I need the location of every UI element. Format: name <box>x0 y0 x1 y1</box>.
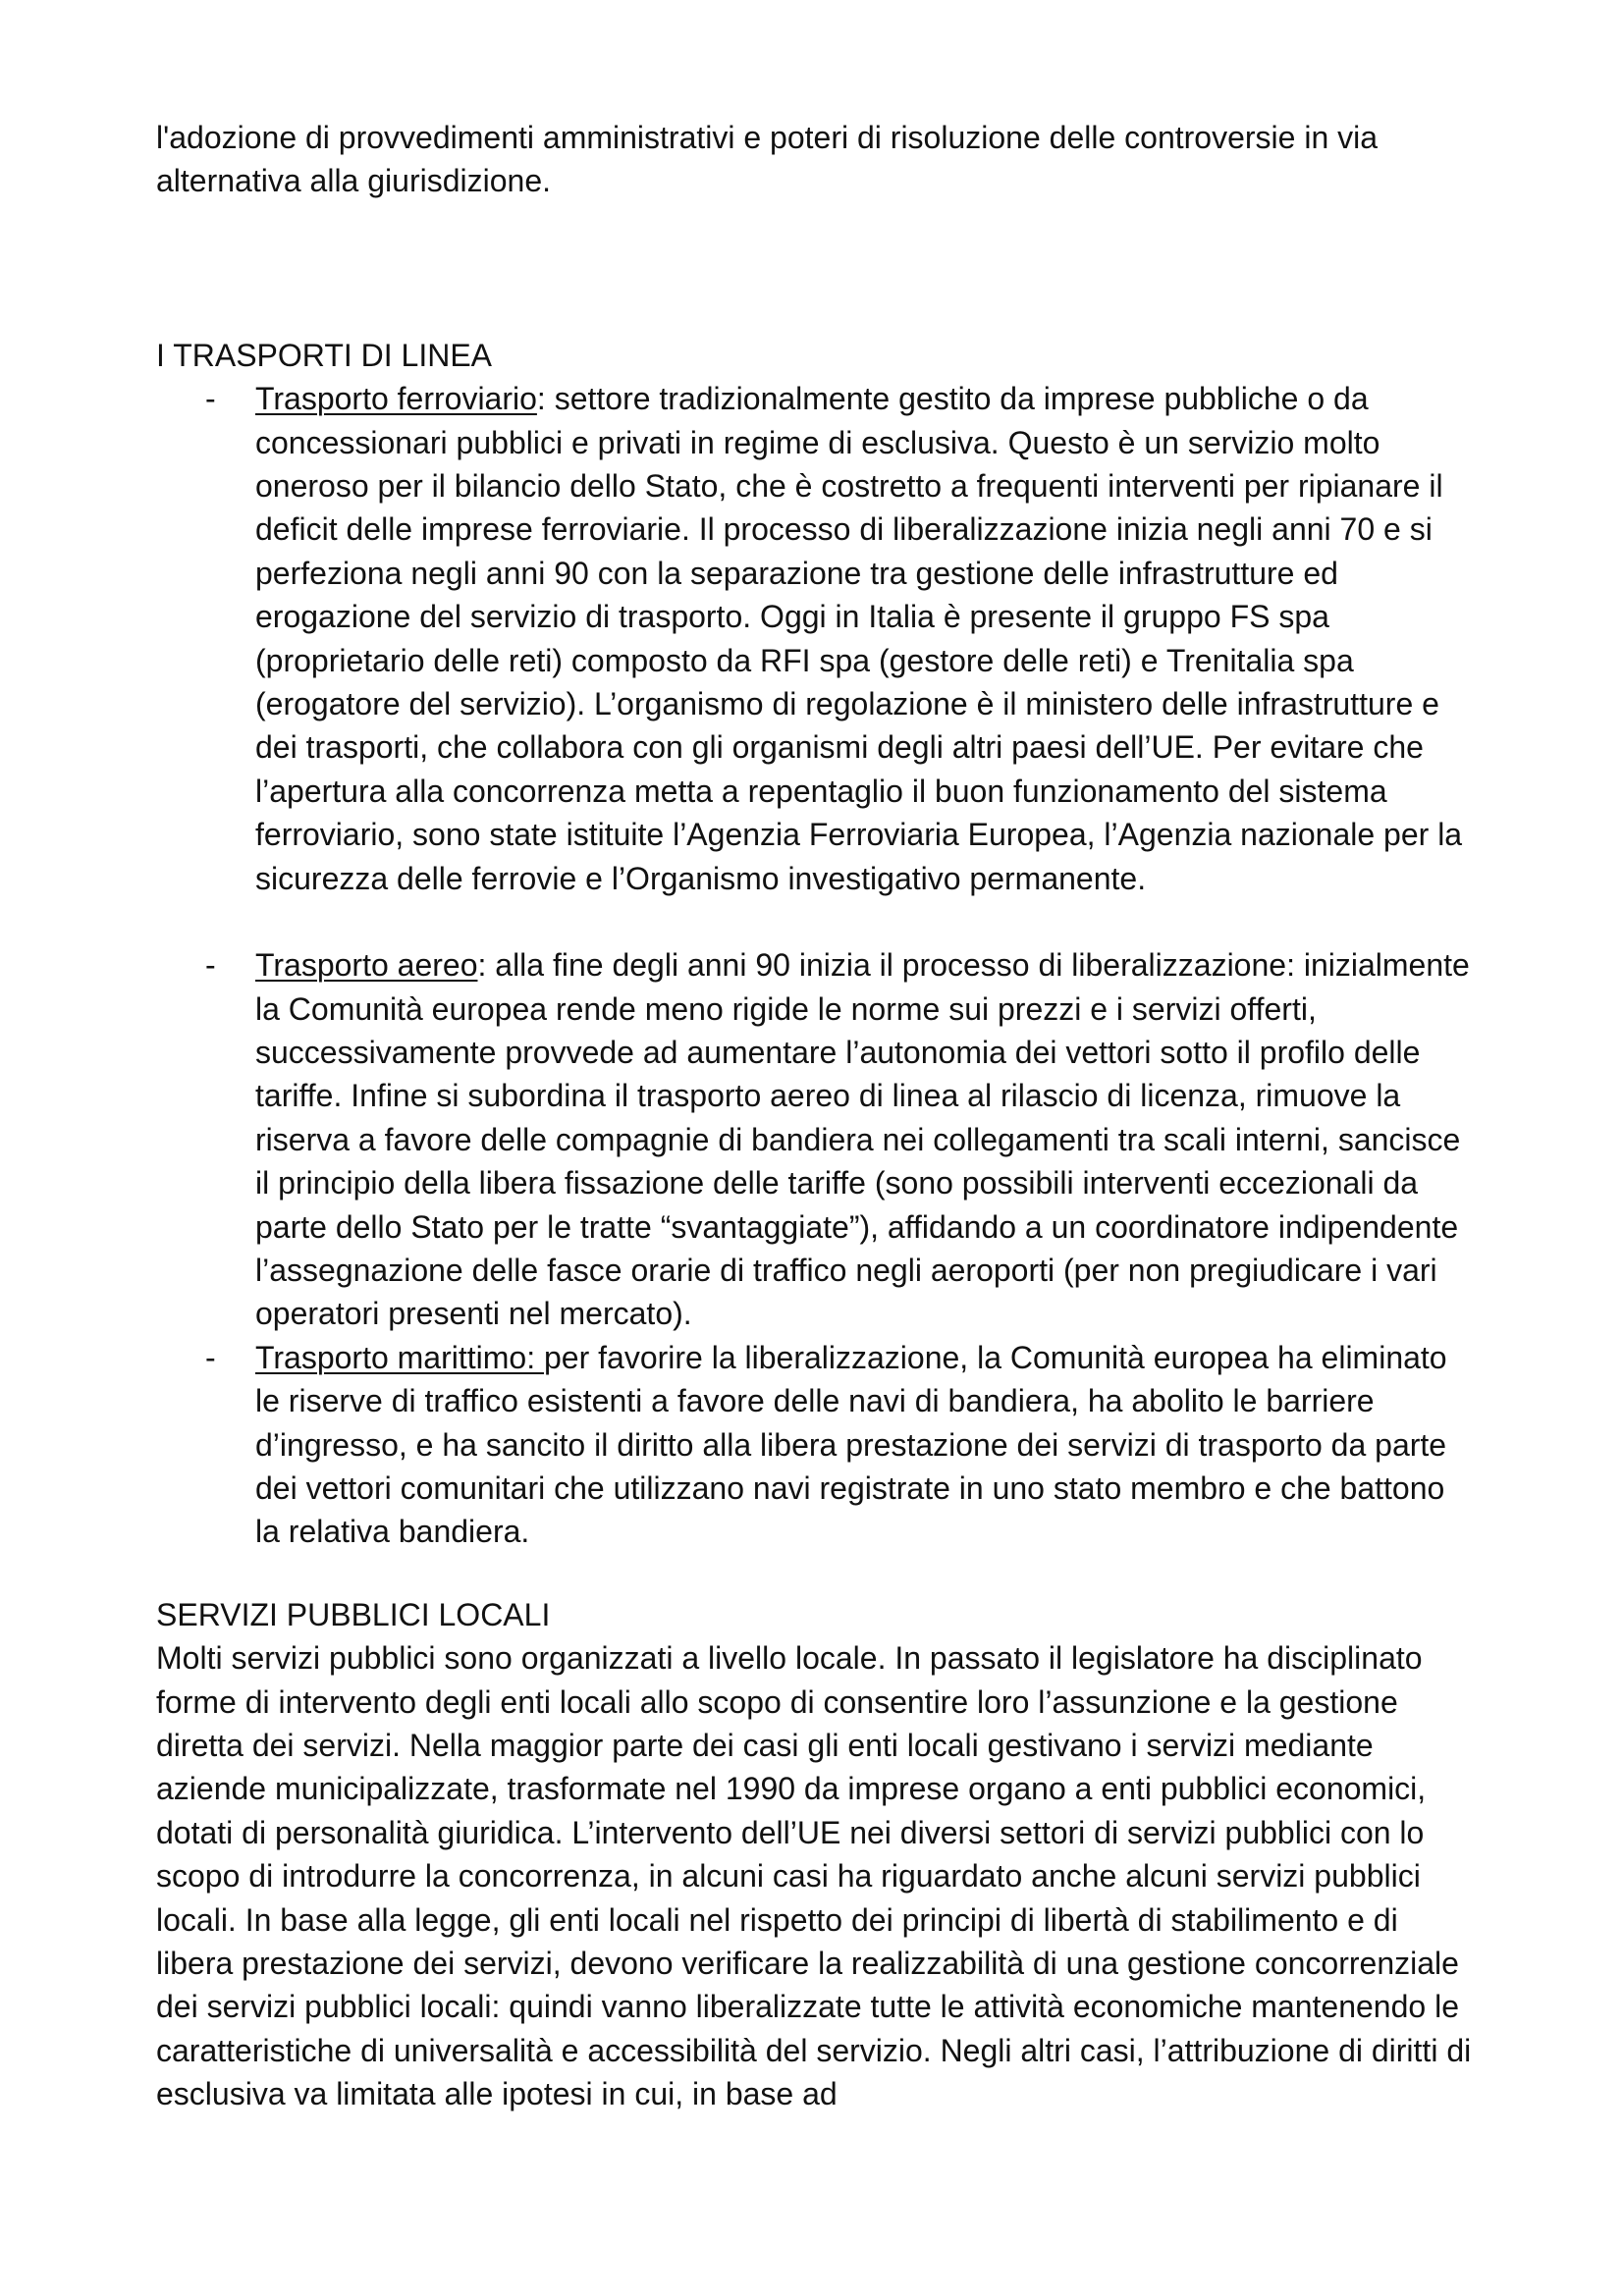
item-text-trasporto-marittimo: per favorire la liberalizzazione, la Comunità europea ha eliminato le riserve di traffico esistenti a favore delle navi di bandiera, ha abolito le barriere d’ingresso, e ha sancito il diritto alla libera prestazione dei servizi di trasporto da parte dei vettori comunitari che utilizzano navi registrate in uno stato membro e che battono la relativa bandiera. <box>255 1339 1447 1550</box>
term-trasporto-marittimo: Trasporto marittimo: <box>255 1339 544 1375</box>
section-heading-servizi: SERVIZI PUBBLICI LOCALI <box>156 1596 551 1632</box>
servizi-paragraph: Molti servizi pubblici sono organizzati a livello locale. In passato il legislatore ha disciplinato forme di intervento degli enti locali allo scopo di consentire loro l’assunzione e la gestione diretta dei servizi. Nella maggior parte dei casi gli enti locali gestivano i servizi mediante aziende municipalizzate, trasformate nel 1990 da imprese organo a enti pubblici economici, dotati di personalità giuridica. L’intervento dell’UE nei diversi settori di servizi pubblici con lo scopo di introdurre la concorrenza, in alcuni casi ha riguardato anche alcuni servizi pubblici locali. In base alla legge, gli enti locali nel rispetto dei principi di libertà di stabilimento e di libera prestazione dei servizi, devono verificare la realizzabilità di una gestione concorrenziale dei servizi pubblici locali: quindi vanno liberalizzate tutte le attività economiche mantenendo le caratteristiche di universalità e accessibilità del servizio. Negli altri casi, l’attribuzione di diritti di esclusiva va limitata alle ipotesi in cui, in base ad <box>156 1640 1472 2112</box>
section-servizi-pubblici-locali <box>156 1593 1477 2116</box>
term-separator: : <box>536 381 555 417</box>
term-trasporto-ferroviario: Trasporto ferroviario <box>255 381 537 417</box>
term-trasporto-aereo: Trasporto aereo <box>255 947 478 984</box>
item-text-trasporto-aereo: alla fine degli anni 90 inizia il processo di liberalizzazione: inizialmente la Comunità europea rende meno rigide le norme sui prezzi e i servizi offerti, successivamente provvede ad aumentare l’autonomia dei vettori sotto il profilo delle tariffe. Infine si subordina il trasporto aereo di linea al rilascio di licenza, rimuove la riserva a favore delle compagnie di bandiera nei collegamenti tra scali interni, sancisce il principio della libera fissazione delle tariffe (sono possibili interventi eccezionali da parte dello Stato per le tratte “svantaggiate”), affidando a un coordinatore indipendente l’assegnazione delle fasce orarie di traffico negli aeroporti (per non pregiudicare i vari operatori presenti nel mercato). <box>255 947 1470 1332</box>
bullet-dash: - <box>205 947 216 984</box>
intro-paragraph: l'adozione di provvedimenti amministrativi e poteri di risoluzione delle controversie in via alternativa alla giurisdizione. <box>156 120 1379 199</box>
trasporti-list <box>156 377 1477 1554</box>
bullet-dash: - <box>205 1339 216 1375</box>
item-text-trasporto-ferroviario: settore tradizionalmente gestito da imprese pubbliche o da concessionari pubblici e privati in regime di esclusiva. Questo è un servizio molto oneroso per il bilancio dello Stato, che è costretto a frequenti interventi per ripianare il deficit delle imprese ferroviarie. Il processo di liberalizzazione inizia negli anni 70 e si perfeziona negli anni 90 con la separazione tra gestione delle infrastrutture ed erogazione del servizio di trasporto. Oggi in Italia è presente il gruppo FS spa (proprietario delle reti) composto da RFI spa (gestore delle reti) e Trenitalia spa (erogatore del servizio). L’organismo di regolazione è il ministero delle infrastrutture e dei trasporti, che collabora con gli organismi degli altri paesi dell’UE. Per evitare che l’apertura alla concorrenza metta a repentaglio il buon funzionamento del sistema ferroviario, sono state istituite l’Agenzia Ferroviaria Europea, l’Agenzia nazionale per la sicurezza delle ferrovie e l’Organismo investigativo permanente. <box>255 381 1463 896</box>
list-item-trasporto-marittimo <box>156 1336 1477 1554</box>
section-trasporti-di-linea <box>156 334 1477 1554</box>
spacer <box>156 203 1477 334</box>
list-item-trasporto-ferroviario <box>156 377 1477 900</box>
term-separator: : <box>477 947 496 984</box>
document-page <box>156 116 1477 2116</box>
spacer <box>156 1554 1477 1593</box>
bullet-dash: - <box>205 381 216 417</box>
section-heading-trasporti: I TRASPORTI DI LINEA <box>156 337 493 373</box>
list-item-trasporto-aereo <box>156 943 1477 1336</box>
spacer <box>156 900 1477 943</box>
